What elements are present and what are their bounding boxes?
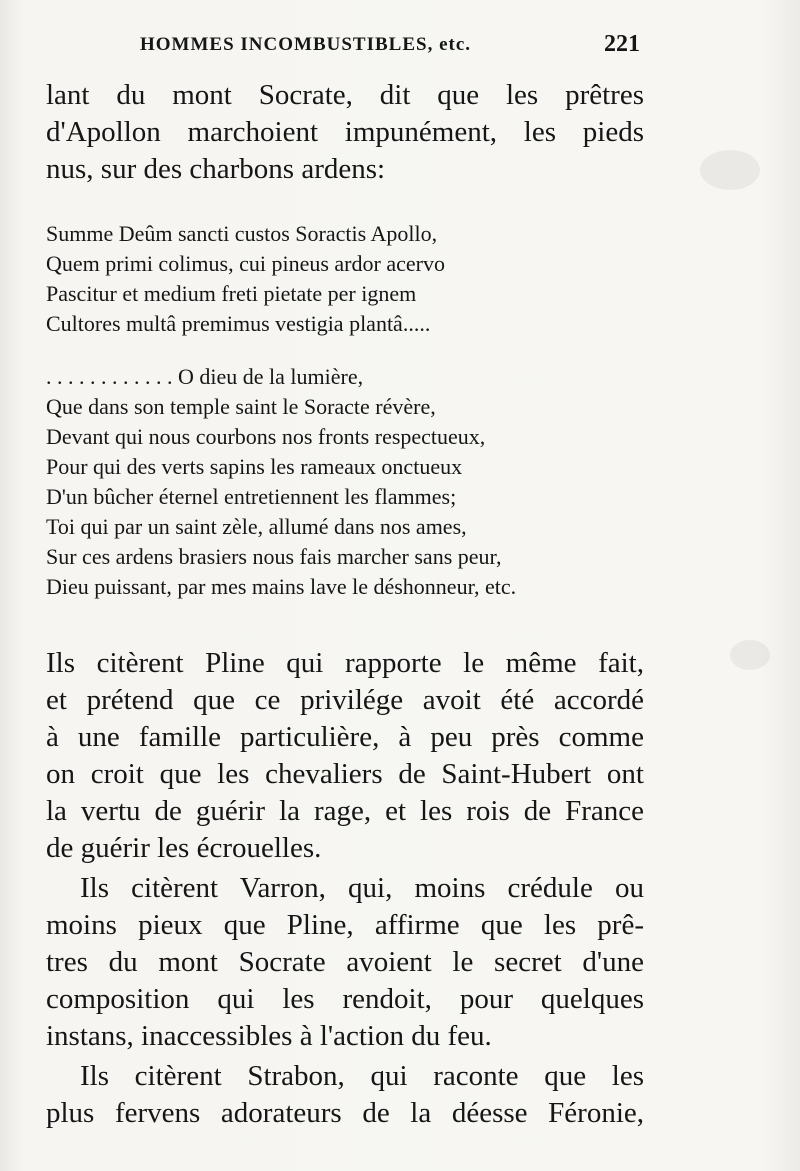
verse-line: Sur ces ardens brasiers nous fais marcher sans peur,	[46, 544, 502, 569]
text-line: lant du mont Socrate, dit que les prêtres	[46, 79, 644, 111]
page-stain	[730, 640, 770, 670]
verse-line: Pascitur et medium freti pietate per ignem	[46, 281, 417, 306]
text-line: Ils citèrent Strabon, qui raconte que les	[80, 1060, 644, 1092]
running-title: HOMMES INCOMBUSTIBLES, etc.	[140, 34, 472, 55]
text-line: on croit que les chevaliers de Saint-Hubert ont	[46, 758, 644, 790]
verse-line: Devant qui nous courbons nos fronts respectueux,	[46, 424, 486, 449]
text-line: nus, sur des charbons ardens:	[46, 153, 386, 185]
paragraph-varron	[46, 870, 644, 1055]
intro-paragraph	[46, 77, 644, 188]
text-line: Ils citèrent Pline qui rapporte le même fait,	[46, 647, 644, 679]
text-line: d'Apollon marchoient impunément, les pieds	[46, 116, 644, 148]
text-line: tres du mont Socrate avoient le secret d'une	[46, 946, 644, 978]
paragraph-strabon	[46, 1058, 644, 1132]
text-line: moins pieux que Pline, affirme que les prê-	[46, 909, 644, 941]
verse-line: Dieu puissant, par mes mains lave le déshonneur, etc.	[46, 574, 517, 599]
text-line: Ils citèrent Varron, qui, moins crédule ou	[80, 872, 644, 904]
page-header	[140, 31, 640, 64]
french-verse	[46, 362, 626, 602]
verse-line: Toi qui par un saint zèle, allumé dans nos ames,	[46, 514, 467, 539]
verse-line: . . . . . . . . . . . . O dieu de la lumière,	[46, 364, 364, 389]
verse-line: Quem primi colimus, cui pineus ardor acervo	[46, 251, 445, 276]
text-line: composition qui les rendoit, pour quelques	[46, 983, 644, 1015]
latin-verse	[46, 219, 626, 339]
verse-line: D'un bûcher éternel entretiennent les flammes;	[46, 484, 457, 509]
page-number: 221	[604, 31, 640, 57]
text-line: plus fervens adorateurs de la déesse Féronie,	[46, 1097, 644, 1129]
text-line: de guérir les écrouelles.	[46, 832, 322, 864]
text-line: instans, inaccessibles à l'action du feu.	[46, 1020, 492, 1052]
page-stain	[700, 150, 760, 190]
text-line: à une famille particulière, à peu près comme	[46, 721, 644, 753]
verse-line: Pour qui des verts sapins les rameaux onctueux	[46, 454, 463, 479]
verse-line: Que dans son temple saint le Soracte révère,	[46, 394, 436, 419]
text-line: la vertu de guérir la rage, et les rois de France	[46, 795, 644, 827]
verse-line: Summe Deûm sancti custos Soractis Apollo,	[46, 221, 438, 246]
verse-line: Cultores multâ premimus vestigia plantâ.....	[46, 311, 431, 336]
text-line: et prétend que ce privilége avoit été accordé	[46, 684, 644, 716]
paragraph-pline	[46, 645, 644, 867]
